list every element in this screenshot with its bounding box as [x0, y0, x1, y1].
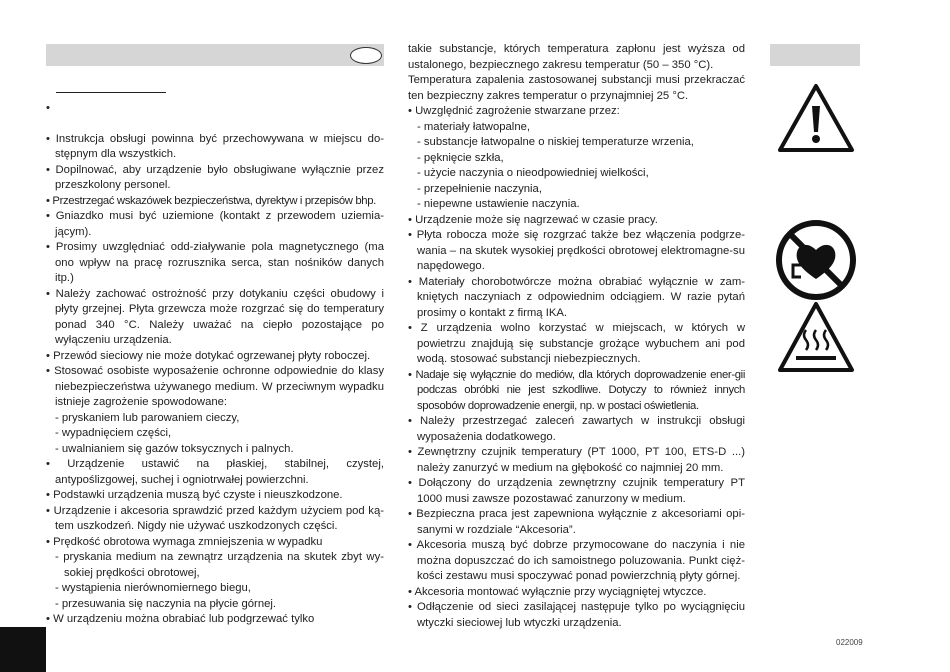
bullet-item: • Uwzględnić zagrożenie stwarzane przez:	[408, 105, 620, 117]
bullet-item: • Przestrzegać wskazówek bezpieczeństwa, dyrektyw i przepisów bhp.	[46, 194, 376, 207]
bullet-item: • Prosimy uwzględniać odd-ziaływanie pola magnetycznego (ma ono wpływ na pracę rozrusznika serca, stan nośników danych itp.)	[46, 241, 384, 284]
hot-surface-icon	[776, 300, 856, 374]
dash-item: - wystąpienia nierównomiernego biegu,	[55, 582, 251, 594]
dash-item: - pryskania medium na zewnątrz urządzenia na skutek zbyt wy-sokiej prędkości obrotowej,	[55, 551, 384, 579]
bullet-item: • Urządzenie ustawić na płaskiej, stabilnej, czystej, antypoślizgowej, suchej i ogniotrwałej powierzchni.	[46, 458, 384, 486]
bullet-item: • Zewnętrzny czujnik temperatury (PT 1000, PT 100, ETS-D ...) należy zanurzyć w medium na głębokość co najmniej 20 mm.	[408, 446, 745, 474]
bullet-item: • Dołączony do urządzenia zewnętrzny czujnik temperatury PT 1000 musi zawsze pozostawać zanurzony w medium.	[408, 477, 745, 505]
page-edge-tab	[0, 627, 46, 672]
dash-item: - materiały łatwopalne,	[417, 120, 531, 133]
warning-triangle-icon	[776, 82, 856, 154]
bullet-item: • Dopilnować, aby urządzenie było obsługiwane wyłącznie przez przeszkolony personel.	[46, 163, 384, 191]
language-badge	[350, 47, 382, 64]
no-pacemaker-icon	[775, 219, 857, 301]
bullet-item: • Akcesoria montować wyłącznie przy wyciągniętej wtyczce.	[408, 585, 707, 598]
empty-bullet: •	[46, 102, 50, 114]
section-heading-underline	[56, 92, 166, 93]
middle-column	[408, 42, 745, 631]
bullet-item: • Przewód sieciowy nie może dotykać ogrzewanej płyty roboczej.	[46, 349, 371, 362]
document-code: 022009	[836, 638, 863, 647]
paragraph: Temperatura zapalenia zastosowanej substancji musi przekraczać ten bezpieczny zakres temperatur o przynajmniej 25 °C.	[408, 74, 745, 102]
dash-item: - pryskaniem lub parowaniem cieczy,	[55, 411, 240, 424]
bullet-item: • Należy przestrzegać zaleceń zawartych w instrukcji obsługi wyposażenia dodatkowego.	[408, 415, 745, 443]
dash-item: - pęknięcie szkła,	[417, 151, 504, 164]
bullet-item: • W urządzeniu można obrabiać lub podgrzewać tylko	[46, 613, 315, 625]
bullet-item: • Materiały chorobotwórcze można obrabiać wyłącznie w zam-kniętych naczyniach z odpowiednim odciągiem. W razie pytań prosimy o kontakt z firmą IKA.	[408, 275, 745, 319]
paragraph: takie substancje, których temperatura zapłonu jest wyższa od ustalonego, bezpiecznego zakresu temperatur (50 – 350 °C).	[408, 43, 745, 71]
bullet-item: • Bezpieczna praca jest zapewniona wyłącznie z akcesoriami opi-sanymi w rozdziale “Akcesoria”.	[408, 508, 745, 536]
dash-item: - niepewne ustawienie naczynia.	[417, 198, 580, 210]
left-header-bar	[46, 44, 384, 66]
bullet-item: • Akcesoria muszą być dobrze przymocowane do naczynia i nie można dopuszczać do ich samoistnego poluzowania. Punkt cięż-kości zestawu musi spoczywać ponad powierzchnią płyty górnej.	[408, 539, 745, 582]
bullet-item: • Gniazdko musi być uziemione (kontakt z przewodem uziemia-jącym).	[46, 210, 384, 238]
bullet-item: • Instrukcja obsługi powinna być przechowywana w miejscu do-stępnym dla wszystkich.	[46, 132, 384, 160]
bullet-item: • Odłączenie od sieci zasilającej następuje tylko po wyciągnięciu wtyczki sieciowej lub wtyczki urządzenia.	[408, 601, 745, 629]
left-items	[46, 132, 384, 628]
bullet-item: • Prędkość obrotowa wymaga zmniejszenia w wypadku	[46, 535, 323, 548]
right-header-bar	[770, 44, 860, 66]
dash-item: - uwalnianiem się gazów toksycznych i palnych.	[55, 442, 294, 455]
bullet-item: • Nadaje się wyłącznie do mediów, dla których doprowadzenie ener-gii podczas obróbki nie jest szkodliwe. Dotyczy to również innych sposobów doprowadzenie energii, np. w postaci oświetlenia.	[408, 368, 745, 412]
middle-items	[408, 42, 745, 631]
left-column	[46, 101, 384, 628]
dash-item: - użycie naczynia o nieodpowiedniej wielkości,	[417, 167, 649, 179]
bullet-item: • Urządzenie może się nagrzewać w czasie pracy.	[408, 213, 658, 226]
bullet-item: • Z urządzenia wolno korzystać w miejscach, w których w powietrzu znajdują się substancje grożące wybuchem ani pod wodą. stosować substancji niebezpiecznych.	[408, 322, 745, 365]
dash-item: - przepełnienie naczynia,	[417, 182, 542, 195]
bullet-item: • Płyta robocza może się rozgrzać także bez włączenia podgrze-wania – na skutek wysokiej prędkości obrotowej elektromagne-su napędowego.	[408, 229, 745, 272]
dash-item: - wypadnięciem części,	[55, 427, 172, 439]
bullet-item: • Podstawki urządzenia muszą być czyste i nieuszkodzone.	[46, 489, 343, 501]
bullet-item: • Urządzenie i akcesoria sprawdzić przed każdym użyciem pod ką-tem uszkodzeń. Nigdy nie używać uszkodzonych części.	[46, 504, 384, 532]
dash-item: - substancje łatwopalne o niskiej temperaturze wrzenia,	[417, 136, 694, 148]
bullet-item: • Należy zachować ostrożność przy dotykaniu części obudowy i płyty grzejnej. Płyta grzewcza może rozgrzać się do temperatury ponad 340 °C. Należy uważać na ciepło pozostające po wyłączeniu urządzenia.	[46, 287, 384, 346]
dash-item: - przesuwania się naczynia na płycie górnej.	[55, 597, 277, 610]
bullet-item: • Stosować osobiste wyposażenie ochronne odpowiednie do klasy niebezpieczeństwa używanego medium. W przeciwnym wypadku istnieje zagrożenie spowodowane:	[46, 365, 384, 408]
